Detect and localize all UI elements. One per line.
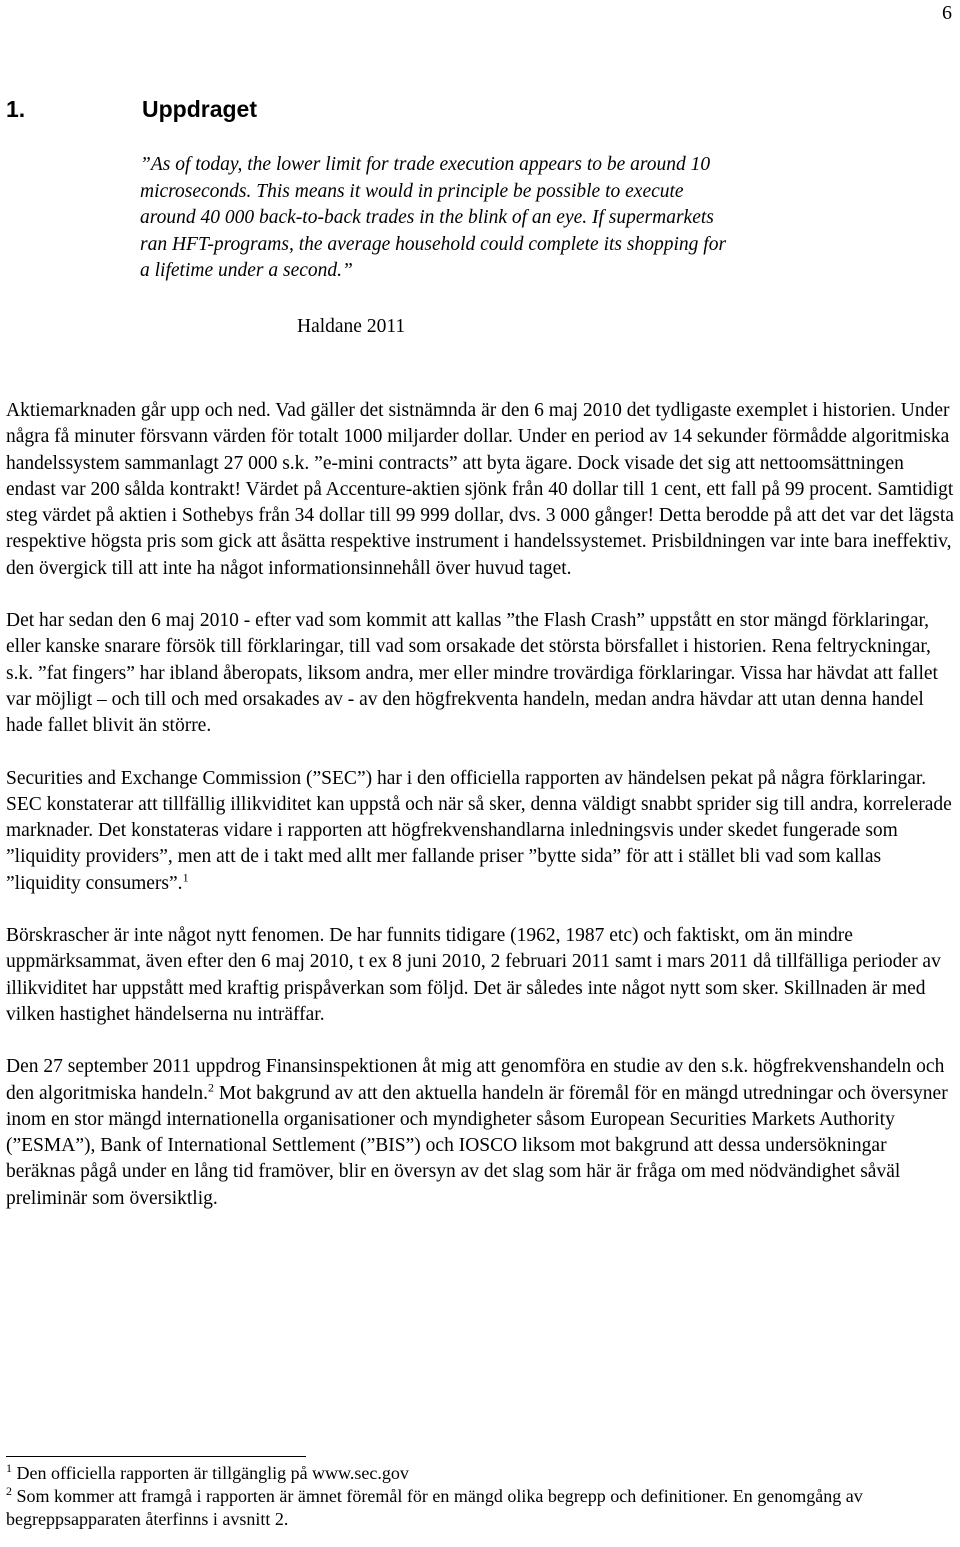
paragraph (6, 608, 956, 739)
paragraph-text: Securities and Exchange Commission (”SEC”) har i den officiella rapporten av händelsen pekat på några förklaringar. SEC konstaterar att tillfällig illikviditet kan uppstå och när så sker, denna väldigt snabbt sprider sig till andra, korrelerade marknader. Det konstateras vidare i rapporten att högfrekvenshandlarna inledningsvis under skedet fungerade som ”liquidity providers”, men att de i takt med allt mer fallande priser ”bytte sida” för att i stället bli vad som kallas ”liquidity consumers”. (6, 767, 952, 894)
footnotes (6, 1462, 956, 1531)
section-title: Uppdraget (142, 96, 257, 122)
footnote-text: Som kommer att framgå i rapporten är ämnet föremål för en mängd olika begrepp och definitioner. En genomgång av begreppsapparaten återfinns i avsnitt 2. (6, 1486, 863, 1529)
footnote-ref: 2 (208, 1080, 214, 1095)
footnote-number: 1 (6, 1461, 12, 1475)
footnote (6, 1462, 956, 1485)
quote-text: ”As of today, the lower limit for trade execution appears to be around 10 microseconds. This means it would in principle be possible to execute around 40 000 back-to-back trades in the blink of an eye. If supermarkets ran HFT-programs, the average household could complete its shopping for a lifetime under a second.” (140, 154, 727, 281)
paragraph (6, 398, 956, 582)
paragraph-text: Börskrascher är inte något nytt fenomen. De har funnits tidigare (1962, 1987 etc) och faktiskt, om än mindre uppmärksammat, även efter den 6 maj 2010, t ex 8 juni 2010, 2 februari 2011 samt i mars 2011 då tillfälliga perioder av illikviditet har uppstått med kraftig prispåverkan som följd. Det är således inte något nytt som sker. Skillnaden är med vilken hastighet händelserna nu inträffar. (6, 925, 941, 1025)
section-number: 1. (6, 96, 26, 122)
footnote-number: 2 (6, 1484, 12, 1498)
quote-attribution: Haldane 2011 (297, 316, 406, 337)
footnote-text: Den officiella rapporten är tillgänglig på www.sec.gov (16, 1463, 409, 1483)
footnote-ref: 1 (182, 870, 189, 885)
page-number: 6 (942, 2, 952, 24)
section-heading (6, 96, 257, 123)
body-text (6, 398, 956, 1238)
paragraph-text: Den 27 september 2011 uppdrog Finansinspektionen åt mig att genomföra en studie av den s.k. högfrekvenshandeln och den algoritmiska handeln. (6, 1056, 945, 1104)
paragraph-text: Det har sedan den 6 maj 2010 - efter vad som kommit att kallas ”the Flash Crash” uppstått en stor mängd förklaringar, eller kanske snarare försök till förklaringar, till vad som orsakade det största börsfallet i historien. Rena feltryckningar, s.k. ”fat fingers” har ibland åberopats, liksom andra, mer eller mindre trovärdiga förklaringar. Vissa har hävdat att fallet var möjligt – och till och med orsakades av - av den högfrekventa handeln, medan andra hävdar att utan denna handel hade fallet blivit än större. (6, 610, 938, 737)
paragraph-text: Aktiemarknaden går upp och ned. Vad gäller det sistnämnda är den 6 maj 2010 det tydligaste exemplet i historien. Under några få minuter försvann värden för totalt 1000 miljarder dollar. Under en period av 14 sekunder förmådde algoritmiska handelssystem sammanlagt 27 000 s.k. ”e-mini contracts” att byta ägare. Dock visade det sig att nettoomsättningen endast var 200 sålda kontrakt! Värdet på Accenture-aktien sjönk från 40 dollar till 1 cent, ett fall på 99 procent. Samtidigt steg värdet på aktien i Sothebys från 34 dollar till 99 999 dollar, dvs. 3 000 gånger! Detta berodde på att det var det lägsta respektive högsta pris som gick att åsätta respektive instrument i handelssystemet. Prisbildningen var inte bara ineffektiv, den övergick till att inte ha något informationsinnehåll över huvud taget. (6, 400, 954, 579)
footnote (6, 1485, 956, 1531)
paragraph (6, 1054, 956, 1212)
epigraph-quote (140, 152, 740, 285)
paragraph (6, 766, 956, 897)
footnote-divider (6, 1456, 306, 1457)
paragraph-text: Mot bakgrund av att den aktuella handeln är föremål för en mängd utredningar och översyner inom en stor mängd internationella organisationer och myndigheter såsom European Securities Markets Authority (”ESMA”), Bank of International Settlement (”BIS”) och IOSCO liksom mot bakgrund att dessa undersökningar beräknas pågå under en lång tid framöver, blir en översyn av det slag som här är fråga om med nödvändighet såväl preliminär som översiktlig. (6, 1082, 948, 1209)
paragraph (6, 923, 956, 1028)
